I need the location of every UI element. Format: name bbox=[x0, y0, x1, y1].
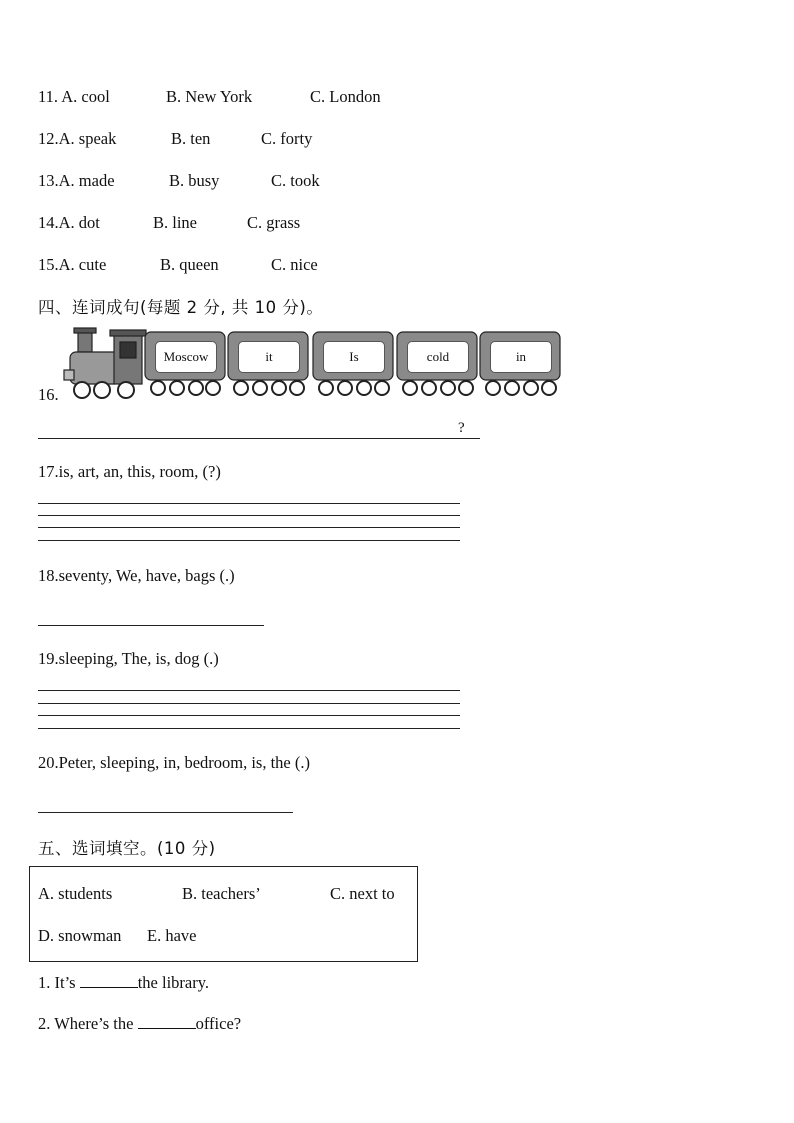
word-bank-option-c: C. next to bbox=[330, 884, 395, 903]
section4-heading: 四、连词成句(每题 2 分, 共 10 分)。 bbox=[38, 298, 324, 317]
q16-number: 16. bbox=[38, 385, 59, 404]
q17-prompt: 17.is, art, an, this, room, (?) bbox=[38, 462, 221, 481]
q19-line-2[interactable] bbox=[38, 703, 460, 704]
q17-line-2[interactable] bbox=[38, 515, 460, 516]
q19-line-4[interactable] bbox=[38, 728, 460, 729]
q13-option-c: C. took bbox=[271, 171, 320, 190]
q20-prompt: 20.Peter, sleeping, in, bedroom, is, the (.) bbox=[38, 753, 310, 772]
section5-heading: 五、选词填空。(10 分) bbox=[38, 839, 216, 858]
q17-line-3[interactable] bbox=[38, 527, 460, 528]
word-bank-option-d: D. snowman bbox=[38, 926, 122, 945]
q11-option-c: C. London bbox=[310, 87, 381, 106]
q16-answer-line[interactable] bbox=[38, 438, 480, 439]
fill-q1 bbox=[38, 973, 209, 993]
q12-option-c: C. forty bbox=[261, 129, 313, 148]
train-word-4: cold bbox=[407, 341, 469, 373]
q12-option-a: 12.A. speak bbox=[38, 129, 117, 148]
q18-prompt: 18.seventy, We, have, bags (.) bbox=[38, 566, 235, 585]
fill-q2-before: 2. Where’s the bbox=[38, 1014, 134, 1033]
fill-q1-blank[interactable] bbox=[80, 973, 138, 988]
q20-answer-line[interactable] bbox=[38, 812, 293, 813]
q15-option-b: B. queen bbox=[160, 255, 219, 274]
word-bank-option-b: B. teachers’ bbox=[182, 884, 261, 903]
train-word-2: it bbox=[238, 341, 300, 373]
q18-answer-line[interactable] bbox=[38, 625, 264, 626]
q19-prompt: 19.sleeping, The, is, dog (.) bbox=[38, 649, 219, 668]
train-word-3: Is bbox=[323, 341, 385, 373]
train-word-1: Moscow bbox=[155, 341, 217, 373]
q17-line-1[interactable] bbox=[38, 503, 460, 504]
q11-option-b: B. New York bbox=[166, 87, 253, 106]
q12-option-b: B. ten bbox=[171, 129, 211, 148]
fill-q1-before: 1. It’s bbox=[38, 973, 76, 992]
q17-line-4[interactable] bbox=[38, 540, 460, 541]
fill-q2 bbox=[38, 1014, 241, 1034]
q15-option-c: C. nice bbox=[271, 255, 318, 274]
train-word-5: in bbox=[490, 341, 552, 373]
fill-q2-after: office? bbox=[195, 1014, 242, 1033]
q14-option-c: C. grass bbox=[247, 213, 301, 232]
q19-line-3[interactable] bbox=[38, 715, 460, 716]
q14-option-b: B. line bbox=[153, 213, 197, 232]
q19-line-1[interactable] bbox=[38, 690, 460, 691]
fill-q1-after: the library. bbox=[137, 973, 210, 992]
word-bank-option-e: E. have bbox=[147, 926, 197, 945]
q13-option-a: 13.A. made bbox=[38, 171, 115, 190]
word-bank-box bbox=[29, 866, 418, 962]
q15-option-a: 15.A. cute bbox=[38, 255, 107, 274]
q16-question-mark: ? bbox=[458, 420, 465, 436]
q14-option-a: 14.A. dot bbox=[38, 213, 100, 232]
q11-option-a: 11. A. cool bbox=[38, 87, 110, 106]
word-bank-option-a: A. students bbox=[38, 884, 113, 903]
fill-q2-blank[interactable] bbox=[138, 1014, 196, 1029]
q13-option-b: B. busy bbox=[169, 171, 220, 190]
